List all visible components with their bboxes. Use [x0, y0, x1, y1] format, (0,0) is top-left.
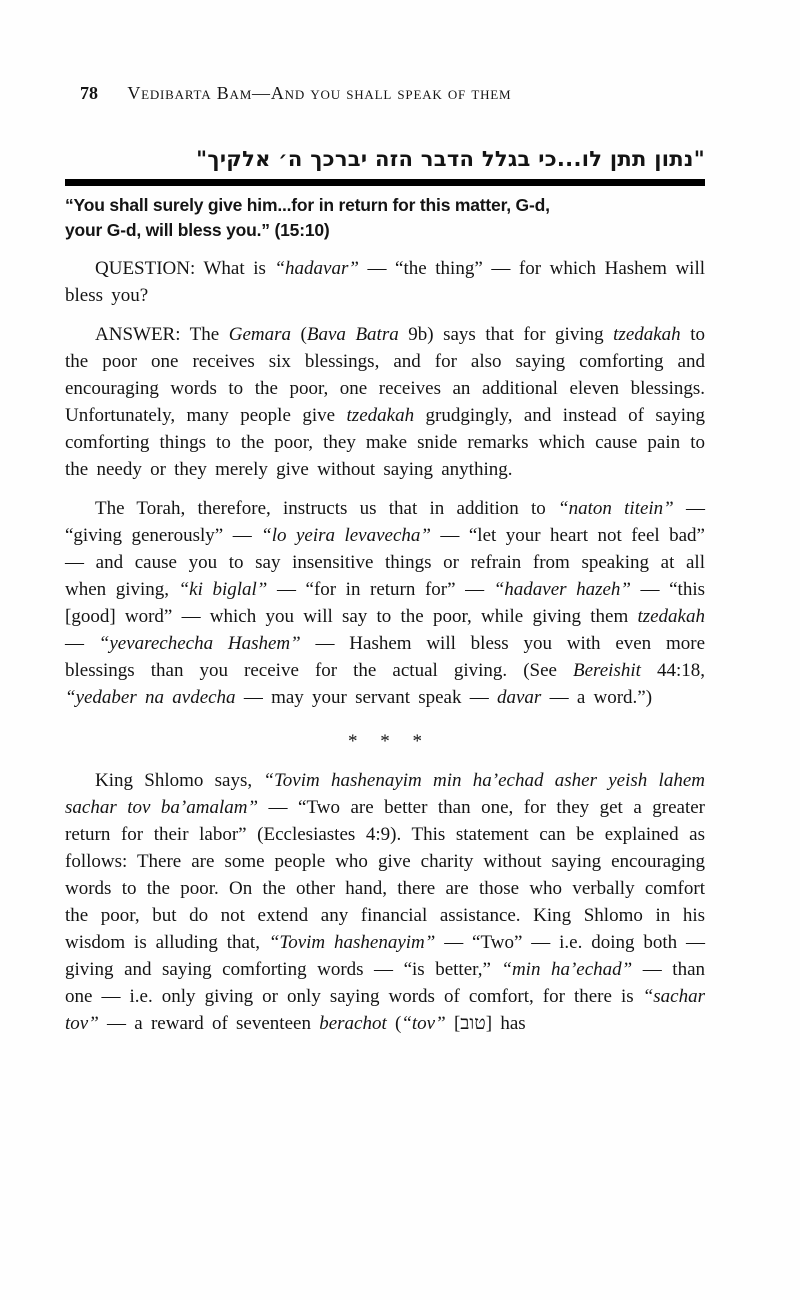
paragraph-torah-explanation: The Torah, therefore, instructs us that in addition to “naton titein” — “giving generously” — “lo yeira levavecha” — “let your heart not feel bad” — and cause you to say insensitive things or refrain from speaking at all when giving, “ki biglal” — “for in return for” — “hadaver hazeh” — “this [good] word” — which you will say to the poor, while giving them tzedakah — “yevarechecha Hashem” — Hashem will bless you with even more blessings than you receive for the actual giving. (See Bereishit 44:18, “yedaber na avdecha — may your servant speak — davar — a word.”): [65, 498, 706, 708]
heading-rule: [65, 179, 705, 186]
paragraph-king-shlomo: King Shlomo says, “Tovim hashenayim min ha’echad asher yeish lahem sachar tov ba’amalam” — “Two are better than one, for they get a greater return for their labor” (Ecclesiastes 4:9). This statement can be explained as follows: There are some people who give charity without saying encouraging words to the poor. On the other hand, there are those who verbally comfort the poor, but do not extend any financial assistance. King Shlomo in his wisdom is alluding that, “Tovim hashenayim” — “Two” — i.e. doing both — giving and saying comforting words — “is better,” “min ha’echad” — than one — i.e. only giving or only saying words of comfort, for there is “sachar tov” — a reward of seventeen berachot (“tov” [טוב] has: [65, 770, 705, 1034]
paragraph-question: QUESTION: What is “hadavar” — “the thing” — for which Hashem will bless you?: [65, 258, 705, 306]
asterisk-divider: * * *: [348, 731, 422, 752]
hebrew-heading: "נתון תתן לו...כי בגלל הדבר הזה יברכך ה׳ אלקיך": [196, 147, 705, 171]
running-title: Vedibarta Bam—And you shall speak of them: [127, 83, 512, 103]
page-number: 78: [80, 83, 98, 103]
verse-caption-line-1: “You shall surely give him...for in return for this matter, G-d,: [65, 195, 550, 215]
text-column: [65, 82, 705, 1037]
verse-caption-line-2: your G-d, will bless you.” (15:10): [65, 220, 330, 240]
paragraph-answer: ANSWER: The Gemara (Bava Batra 9b) says that for giving tzedakah to the poor one receives six blessings, and for also saying comforting and encouraging words to the poor, one receives an additional eleven blessings. Unfortunately, many people give tzedakah grudgingly, and instead of saying comforting things to the poor, they make snide remarks which cause pain to the needy or they merely give without saying anything.: [65, 324, 705, 480]
page-header: [65, 82, 705, 104]
verse-caption: [65, 193, 705, 243]
